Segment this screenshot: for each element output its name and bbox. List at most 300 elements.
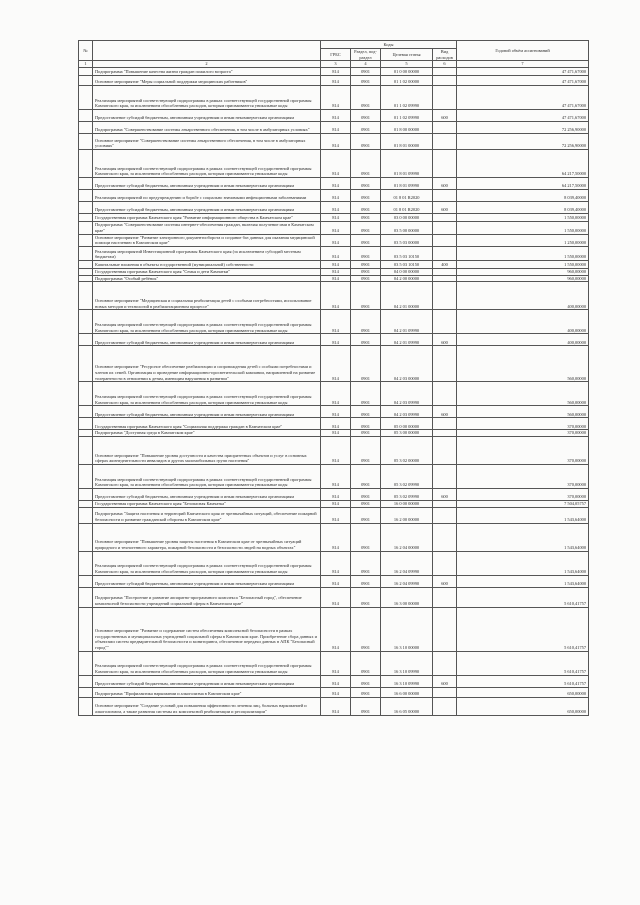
table-body bbox=[79, 68, 589, 716]
cell-number bbox=[79, 489, 93, 501]
cell-name: Основное мероприятие "Повышение уровня защиты населения в Камчатском крае от чрезвычайных ситуаций природного и техногенного характера, пожарной безопасности и безопасности людей на водных объектах" bbox=[93, 523, 321, 551]
cell-section: 0901 bbox=[351, 122, 381, 134]
cell-section: 0901 bbox=[351, 697, 381, 715]
cell-target: 16 2 04 09990 bbox=[381, 575, 433, 587]
cell-name: Предоставление субсидий бюджетным, автономным учреждениям и иным некоммерческим организациям bbox=[93, 406, 321, 418]
header-num-7: 7 bbox=[457, 61, 589, 68]
cell-number bbox=[79, 651, 93, 675]
cell-name: Подпрограмма "Профилактика наркомании и алкоголизма в Камчатском крае" bbox=[93, 687, 321, 697]
cell-amount: 1 543,64000 bbox=[457, 575, 589, 587]
cell-target: 01 1 02 09990 bbox=[381, 110, 433, 122]
cell-amount: 370,00000 bbox=[457, 465, 589, 489]
cell-type bbox=[433, 247, 457, 261]
cell-grbs: 814 bbox=[321, 437, 351, 465]
cell-grbs: 814 bbox=[321, 465, 351, 489]
cell-name: Подпрограмма "Совершенствование системы лекарственного обеспечения, в том числе в амбулаторных условиях" bbox=[93, 122, 321, 134]
cell-name: Реализация мероприятий соответствующей подпрограммы в рамках соответствующей государственной программы Камчатского края, за исключением обособленных расходов, которым присваиваются уникальные коды bbox=[93, 310, 321, 334]
cell-target: 01 1 02 00000 bbox=[381, 76, 433, 86]
cell-target: 16 6 00 00000 bbox=[381, 687, 433, 697]
cell-target: 04 2 00 00000 bbox=[381, 275, 433, 282]
cell-section: 0901 bbox=[351, 406, 381, 418]
cell-grbs: 814 bbox=[321, 68, 351, 76]
cell-number bbox=[79, 261, 93, 269]
cell-amount: 72 256,90000 bbox=[457, 134, 589, 150]
table-row bbox=[79, 551, 589, 575]
cell-target: 01 8 01 09990 bbox=[381, 178, 433, 190]
cell-number bbox=[79, 86, 93, 110]
table-row bbox=[79, 269, 589, 276]
cell-section: 0901 bbox=[351, 551, 381, 575]
cell-type bbox=[433, 587, 457, 607]
table-row bbox=[79, 282, 589, 310]
cell-target: 16 3 10 09990 bbox=[381, 651, 433, 675]
cell-target: 01 8 01 09990 bbox=[381, 150, 433, 178]
table-row bbox=[79, 465, 589, 489]
table-row bbox=[79, 190, 589, 202]
cell-grbs: 814 bbox=[321, 697, 351, 715]
cell-section: 0901 bbox=[351, 269, 381, 276]
cell-grbs: 814 bbox=[321, 275, 351, 282]
cell-target: 03 5 03 00000 bbox=[381, 234, 433, 246]
cell-amount: 400,00000 bbox=[457, 310, 589, 334]
cell-type bbox=[433, 687, 457, 697]
cell-number bbox=[79, 675, 93, 687]
cell-name: Подпрограмма "Построение и развитие аппаратно-программного комплекса "Безопасный город", обеспечение комплексной безопасности учреждений социальной сферы в Камчатском крае" bbox=[93, 587, 321, 607]
cell-type bbox=[433, 523, 457, 551]
table-row bbox=[79, 134, 589, 150]
cell-section: 0901 bbox=[351, 430, 381, 437]
table-row bbox=[79, 382, 589, 406]
cell-amount: 64 217,50000 bbox=[457, 178, 589, 190]
cell-number bbox=[79, 310, 93, 334]
cell-target: 16 2 00 00000 bbox=[381, 507, 433, 523]
cell-number bbox=[79, 150, 93, 178]
cell-section: 0901 bbox=[351, 465, 381, 489]
cell-grbs: 814 bbox=[321, 134, 351, 150]
header-number: № bbox=[79, 41, 93, 61]
cell-amount: 5 610,41757 bbox=[457, 651, 589, 675]
cell-grbs: 814 bbox=[321, 651, 351, 675]
cell-section: 0901 bbox=[351, 607, 381, 651]
cell-type bbox=[433, 122, 457, 134]
cell-target: 04 0 00 00000 bbox=[381, 269, 433, 276]
cell-grbs: 814 bbox=[321, 523, 351, 551]
cell-number bbox=[79, 214, 93, 222]
cell-number bbox=[79, 687, 93, 697]
cell-name: Основное мероприятие "Медицинская и социальная реабилитация детей с особыми потребностями, использование новых методов и технологий в реабилитационном процессе" bbox=[93, 282, 321, 310]
cell-amount: 1 543,64000 bbox=[457, 507, 589, 523]
cell-section: 0901 bbox=[351, 261, 381, 269]
cell-grbs: 814 bbox=[321, 190, 351, 202]
cell-type: 600 bbox=[433, 178, 457, 190]
cell-number bbox=[79, 523, 93, 551]
cell-target: 01 8 01 R2020 bbox=[381, 190, 433, 202]
cell-section: 0901 bbox=[351, 418, 381, 430]
cell-section: 0901 bbox=[351, 501, 381, 508]
cell-grbs: 814 bbox=[321, 607, 351, 651]
cell-section: 0901 bbox=[351, 234, 381, 246]
cell-grbs: 814 bbox=[321, 202, 351, 214]
cell-type bbox=[433, 150, 457, 178]
cell-name: Реализация мероприятий соответствующей подпрограммы в рамках соответствующей государственной программы Камчатского края, за исключением обособленных расходов, которым присваиваются уникальные коды bbox=[93, 86, 321, 110]
cell-type: 600 bbox=[433, 110, 457, 122]
table-row bbox=[79, 275, 589, 282]
cell-amount: 7 504,05757 bbox=[457, 501, 589, 508]
cell-type bbox=[433, 134, 457, 150]
cell-target: 04 2 01 09990 bbox=[381, 334, 433, 346]
cell-name: Подпрограмма "Особый ребёнок" bbox=[93, 275, 321, 282]
cell-name: Предоставление субсидий бюджетным, автономным учреждениям и иным некоммерческим организациям bbox=[93, 334, 321, 346]
cell-number bbox=[79, 382, 93, 406]
cell-target: 05 0 00 00000 bbox=[381, 418, 433, 430]
table-row bbox=[79, 346, 589, 382]
cell-section: 0901 bbox=[351, 214, 381, 222]
header-num-6: 6 bbox=[433, 61, 457, 68]
cell-number bbox=[79, 247, 93, 261]
cell-section: 0901 bbox=[351, 675, 381, 687]
cell-target: 01 8 00 00000 bbox=[381, 122, 433, 134]
cell-amount: 370,00000 bbox=[457, 430, 589, 437]
cell-type bbox=[433, 501, 457, 508]
cell-target: 05 3 02 00000 bbox=[381, 437, 433, 465]
cell-amount: 5 610,41757 bbox=[457, 607, 589, 651]
cell-grbs: 814 bbox=[321, 687, 351, 697]
cell-name: Предоставление субсидий бюджетным, автономным учреждениям и иным некоммерческим организациям bbox=[93, 675, 321, 687]
cell-target: 04 2 03 09990 bbox=[381, 382, 433, 406]
cell-type bbox=[433, 418, 457, 430]
table-row bbox=[79, 651, 589, 675]
table-row bbox=[79, 501, 589, 508]
cell-type bbox=[433, 310, 457, 334]
cell-number bbox=[79, 575, 93, 587]
table-row bbox=[79, 437, 589, 465]
cell-target: 16 2 04 09990 bbox=[381, 551, 433, 575]
cell-number bbox=[79, 437, 93, 465]
cell-target: 16 3 10 00000 bbox=[381, 607, 433, 651]
cell-number bbox=[79, 134, 93, 150]
cell-name: Подпрограмма "Совершенствование системы интернет-обеспечения граждан, включая получение ими в Камчатском крае" bbox=[93, 222, 321, 234]
cell-type bbox=[433, 551, 457, 575]
cell-target: 03 5 03 10150 bbox=[381, 261, 433, 269]
cell-name: Государственная программа Камчатского края "Развитие информационного общества в Камчатском крае" bbox=[93, 214, 321, 222]
header-number-row bbox=[79, 61, 589, 68]
cell-number bbox=[79, 190, 93, 202]
cell-grbs: 814 bbox=[321, 269, 351, 276]
cell-grbs: 814 bbox=[321, 575, 351, 587]
cell-type bbox=[433, 222, 457, 234]
cell-name: Предоставление субсидий бюджетным, автономным учреждениям и иным некоммерческим организациям bbox=[93, 489, 321, 501]
cell-number bbox=[79, 465, 93, 489]
cell-section: 0901 bbox=[351, 86, 381, 110]
table-row bbox=[79, 178, 589, 190]
cell-amount: 960,00000 bbox=[457, 275, 589, 282]
table-row bbox=[79, 214, 589, 222]
cell-number bbox=[79, 76, 93, 86]
cell-amount: 370,00000 bbox=[457, 418, 589, 430]
cell-section: 0901 bbox=[351, 334, 381, 346]
cell-name: Предоставление субсидий бюджетным, автономным учреждениям и иным некоммерческим организациям bbox=[93, 202, 321, 214]
cell-section: 0901 bbox=[351, 523, 381, 551]
cell-type bbox=[433, 437, 457, 465]
table-row bbox=[79, 110, 589, 122]
cell-amount: 370,00000 bbox=[457, 489, 589, 501]
cell-section: 0901 bbox=[351, 282, 381, 310]
cell-number bbox=[79, 418, 93, 430]
cell-grbs: 814 bbox=[321, 507, 351, 523]
cell-target: 16 0 00 00000 bbox=[381, 501, 433, 508]
cell-number bbox=[79, 501, 93, 508]
table-row bbox=[79, 68, 589, 76]
table-row bbox=[79, 261, 589, 269]
cell-amount: 47 471,67000 bbox=[457, 110, 589, 122]
table-row bbox=[79, 489, 589, 501]
cell-amount: 1 550,00000 bbox=[457, 222, 589, 234]
cell-number bbox=[79, 551, 93, 575]
cell-amount: 1 543,64000 bbox=[457, 523, 589, 551]
cell-type bbox=[433, 465, 457, 489]
cell-name: Основное мероприятие "Меры социальной поддержки медицинских работников" bbox=[93, 76, 321, 86]
cell-number bbox=[79, 222, 93, 234]
cell-number bbox=[79, 275, 93, 282]
cell-target: 16 3 00 00000 bbox=[381, 587, 433, 607]
header-amount: Годовой объём ассигнований bbox=[457, 41, 589, 61]
cell-amount: 560,00000 bbox=[457, 382, 589, 406]
cell-grbs: 814 bbox=[321, 247, 351, 261]
header-num-5: 5 bbox=[381, 61, 433, 68]
cell-grbs: 814 bbox=[321, 76, 351, 86]
cell-number bbox=[79, 430, 93, 437]
cell-amount: 1 543,64000 bbox=[457, 551, 589, 575]
cell-type: 600 bbox=[433, 406, 457, 418]
table-row bbox=[79, 334, 589, 346]
header-grbs: ГРБС bbox=[321, 49, 351, 61]
cell-type bbox=[433, 282, 457, 310]
cell-grbs: 814 bbox=[321, 110, 351, 122]
table-row bbox=[79, 122, 589, 134]
cell-grbs: 814 bbox=[321, 430, 351, 437]
cell-target: 01 0 00 00000 bbox=[381, 68, 433, 76]
cell-grbs: 814 bbox=[321, 418, 351, 430]
cell-number bbox=[79, 334, 93, 346]
cell-amount: 8 039,40000 bbox=[457, 190, 589, 202]
table-row bbox=[79, 607, 589, 651]
cell-number bbox=[79, 507, 93, 523]
cell-amount: 1 550,00000 bbox=[457, 247, 589, 261]
cell-type bbox=[433, 697, 457, 715]
cell-type: 600 bbox=[433, 334, 457, 346]
cell-type: 600 bbox=[433, 575, 457, 587]
cell-grbs: 814 bbox=[321, 222, 351, 234]
header-name bbox=[93, 41, 321, 61]
cell-type: 400 bbox=[433, 261, 457, 269]
cell-amount: 1 550,00000 bbox=[457, 214, 589, 222]
cell-section: 0901 bbox=[351, 489, 381, 501]
cell-type bbox=[433, 68, 457, 76]
cell-section: 0901 bbox=[351, 382, 381, 406]
cell-section: 0901 bbox=[351, 346, 381, 382]
table-row bbox=[79, 222, 589, 234]
cell-grbs: 814 bbox=[321, 501, 351, 508]
cell-name: Подпрограмма "Защита населения и территорий Камчатского края от чрезвычайных ситуаций, обеспечение пожарной безопасности и развитие гражданской обороны в Камчатском крае" bbox=[93, 507, 321, 523]
cell-section: 0901 bbox=[351, 178, 381, 190]
cell-target: 16 3 10 09990 bbox=[381, 675, 433, 687]
cell-grbs: 814 bbox=[321, 122, 351, 134]
header-num-2: 2 bbox=[93, 61, 321, 68]
cell-amount: 72 256,90000 bbox=[457, 122, 589, 134]
cell-type bbox=[433, 234, 457, 246]
cell-amount: 47 471,67000 bbox=[457, 76, 589, 86]
cell-section: 0901 bbox=[351, 247, 381, 261]
cell-type: 600 bbox=[433, 202, 457, 214]
cell-amount: 1 250,00000 bbox=[457, 234, 589, 246]
header-num-3: 3 bbox=[321, 61, 351, 68]
cell-name: Капитальные вложения в объекты государственной (муниципальной) собственности bbox=[93, 261, 321, 269]
cell-section: 0901 bbox=[351, 575, 381, 587]
cell-amount: 5 610,41757 bbox=[457, 587, 589, 607]
cell-name: Реализация мероприятий соответствующей подпрограммы в рамках соответствующей государственной программы Камчатского края, за исключением обособленных расходов, которым присваиваются уникальные коды bbox=[93, 382, 321, 406]
cell-amount: 370,00000 bbox=[457, 437, 589, 465]
cell-amount: 47 471,67000 bbox=[457, 68, 589, 76]
cell-target: 04 2 01 09990 bbox=[381, 310, 433, 334]
cell-grbs: 814 bbox=[321, 346, 351, 382]
cell-target: 01 1 02 09990 bbox=[381, 86, 433, 110]
table-header bbox=[79, 41, 589, 68]
cell-name: Основное мероприятие "Совершенствование системы лекарственного обеспечения, в том числе в амбулаторных условиях" bbox=[93, 134, 321, 150]
cell-amount: 400,00000 bbox=[457, 282, 589, 310]
table-row bbox=[79, 76, 589, 86]
cell-target: 01 8 01 R2020 bbox=[381, 202, 433, 214]
cell-name: Подпрограмма "Повышение качества жизни граждан пожилого возраста" bbox=[93, 68, 321, 76]
cell-grbs: 814 bbox=[321, 178, 351, 190]
cell-number bbox=[79, 282, 93, 310]
cell-grbs: 814 bbox=[321, 382, 351, 406]
cell-target: 03 5 00 00000 bbox=[381, 222, 433, 234]
cell-number bbox=[79, 697, 93, 715]
cell-name: Основное мероприятие "Повышение уровня доступности и качества приоритетных объектов и услуг в основных сферах жизнедеятельности инвалидов и других маломобильных групп населения" bbox=[93, 437, 321, 465]
table-row bbox=[79, 507, 589, 523]
cell-grbs: 814 bbox=[321, 150, 351, 178]
cell-grbs: 814 bbox=[321, 406, 351, 418]
cell-name: Реализация мероприятий соответствующей подпрограммы в рамках соответствующей государственной программы Камчатского края, за исключением обособленных расходов, которым присваиваются уникальные коды bbox=[93, 150, 321, 178]
cell-type: 600 bbox=[433, 489, 457, 501]
cell-type bbox=[433, 86, 457, 110]
cell-name: Государственная программа Камчатского края "Безопасная Камчатка" bbox=[93, 501, 321, 508]
cell-name: Подпрограмма "Доступная среда в Камчатском крае" bbox=[93, 430, 321, 437]
cell-name: Реализация мероприятий соответствующей подпрограммы в рамках соответствующей государственной программы Камчатского края, за исключением обособленных расходов, которым присваиваются уникальные коды bbox=[93, 551, 321, 575]
cell-name: Реализация мероприятий соответствующей подпрограммы в рамках соответствующей государственной программы Камчатского края, за исключением обособленных расходов, которым присваиваются уникальные коды bbox=[93, 465, 321, 489]
cell-name: Реализация мероприятий по предупреждению и борьбе с социально значимыми инфекционными заболеваниями bbox=[93, 190, 321, 202]
cell-section: 0901 bbox=[351, 202, 381, 214]
header-codes: Коды bbox=[321, 41, 457, 49]
cell-type bbox=[433, 269, 457, 276]
cell-target: 16 6 05 00000 bbox=[381, 697, 433, 715]
cell-section: 0901 bbox=[351, 150, 381, 178]
cell-amount: 560,00000 bbox=[457, 346, 589, 382]
header-type: Вид расходов bbox=[433, 49, 457, 61]
table-row bbox=[79, 697, 589, 715]
cell-target: 16 2 04 00000 bbox=[381, 523, 433, 551]
cell-type bbox=[433, 76, 457, 86]
cell-type bbox=[433, 382, 457, 406]
cell-grbs: 814 bbox=[321, 261, 351, 269]
cell-amount: 400,00000 bbox=[457, 334, 589, 346]
cell-grbs: 814 bbox=[321, 334, 351, 346]
cell-type bbox=[433, 275, 457, 282]
cell-amount: 960,00000 bbox=[457, 269, 589, 276]
cell-amount: 650,00000 bbox=[457, 687, 589, 697]
cell-name: Реализация мероприятий соответствующей подпрограммы в рамках соответствующей государственной программы Камчатского края, за исключением обособленных расходов, которым присваиваются уникальные коды bbox=[93, 651, 321, 675]
cell-target: 05 3 02 09990 bbox=[381, 489, 433, 501]
cell-number bbox=[79, 406, 93, 418]
cell-name: Основное мероприятие "Ресурсное обеспечение реабилитации и сопровождения детей с особыми потребностями и членов их семей. Организация и проведение информационно-просветительской кампании, направленной на развитие толерантности в отношении к детям, имеющим нарушения в развитии" bbox=[93, 346, 321, 382]
cell-number bbox=[79, 110, 93, 122]
cell-name: Реализация мероприятий Инвестиционной программы Камчатского края (за исключением субсидий местным бюджетам) bbox=[93, 247, 321, 261]
cell-type bbox=[433, 607, 457, 651]
cell-grbs: 814 bbox=[321, 86, 351, 110]
cell-grbs: 814 bbox=[321, 675, 351, 687]
table-row bbox=[79, 418, 589, 430]
cell-grbs: 814 bbox=[321, 282, 351, 310]
cell-target: 04 2 01 00000 bbox=[381, 282, 433, 310]
cell-type bbox=[433, 190, 457, 202]
cell-target: 05 3 02 09990 bbox=[381, 465, 433, 489]
cell-name: Государственная программа Камчатского края "Семья и дети Камчатки" bbox=[93, 269, 321, 276]
cell-grbs: 814 bbox=[321, 234, 351, 246]
table-row bbox=[79, 310, 589, 334]
cell-number bbox=[79, 607, 93, 651]
cell-section: 0901 bbox=[351, 310, 381, 334]
table-row bbox=[79, 247, 589, 261]
cell-number bbox=[79, 202, 93, 214]
cell-target: 05 3 00 00000 bbox=[381, 430, 433, 437]
cell-number bbox=[79, 122, 93, 134]
cell-amount: 47 471,67000 bbox=[457, 86, 589, 110]
table-row bbox=[79, 234, 589, 246]
cell-type bbox=[433, 651, 457, 675]
table-row bbox=[79, 587, 589, 607]
header-section: Раздел, под-раздел bbox=[351, 49, 381, 61]
cell-target: 01 8 01 00000 bbox=[381, 134, 433, 150]
cell-section: 0901 bbox=[351, 222, 381, 234]
cell-grbs: 814 bbox=[321, 551, 351, 575]
cell-target: 04 2 03 09990 bbox=[381, 406, 433, 418]
cell-number bbox=[79, 587, 93, 607]
cell-amount: 650,00000 bbox=[457, 697, 589, 715]
table-row bbox=[79, 406, 589, 418]
cell-section: 0901 bbox=[351, 687, 381, 697]
cell-number bbox=[79, 178, 93, 190]
cell-section: 0901 bbox=[351, 651, 381, 675]
cell-name: Предоставление субсидий бюджетным, автономным учреждениям и иным некоммерческим организациям bbox=[93, 178, 321, 190]
table-row bbox=[79, 430, 589, 437]
cell-section: 0901 bbox=[351, 134, 381, 150]
header-num-1: 1 bbox=[79, 61, 93, 68]
table-row bbox=[79, 675, 589, 687]
cell-section: 0901 bbox=[351, 275, 381, 282]
cell-amount: 560,00000 bbox=[457, 406, 589, 418]
table-row bbox=[79, 202, 589, 214]
cell-name: Предоставление субсидий бюджетным, автономным учреждениям и иным некоммерческим организациям bbox=[93, 110, 321, 122]
cell-number bbox=[79, 234, 93, 246]
cell-target: 04 2 03 00000 bbox=[381, 346, 433, 382]
cell-type bbox=[433, 430, 457, 437]
cell-target: 03 5 03 10150 bbox=[381, 247, 433, 261]
cell-grbs: 814 bbox=[321, 310, 351, 334]
table-row bbox=[79, 523, 589, 551]
table-row bbox=[79, 575, 589, 587]
cell-section: 0901 bbox=[351, 507, 381, 523]
cell-section: 0901 bbox=[351, 437, 381, 465]
